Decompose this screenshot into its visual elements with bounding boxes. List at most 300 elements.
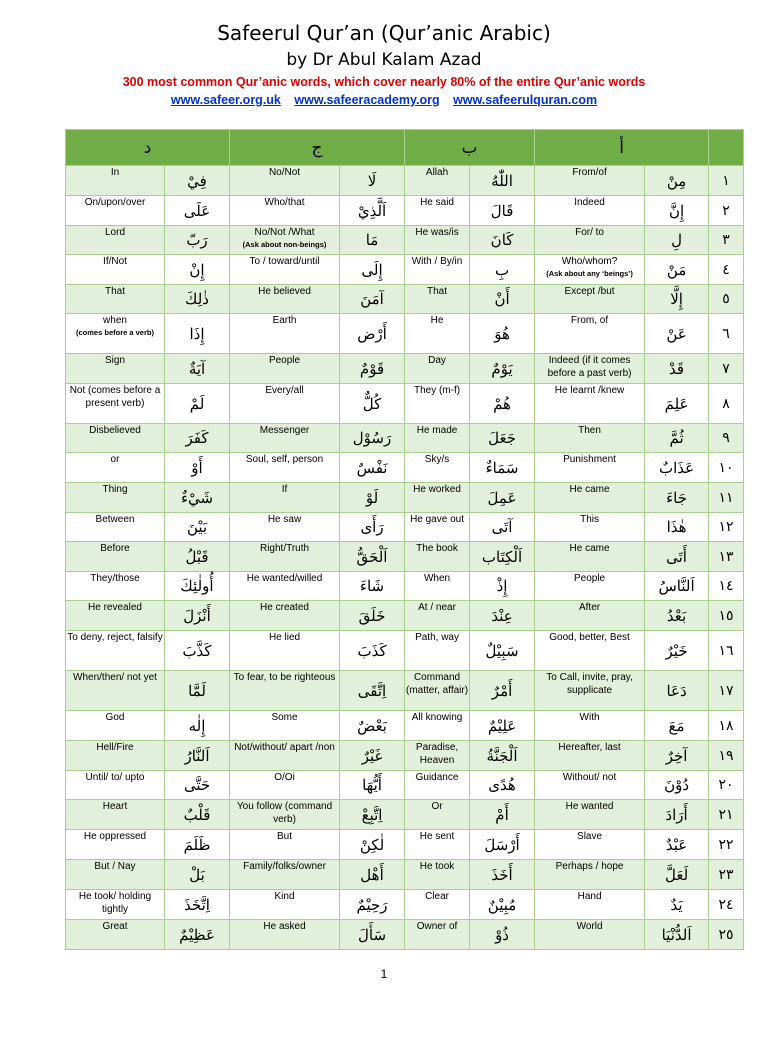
english-meaning-d: [66, 631, 165, 671]
english-text: He was/is: [415, 227, 459, 238]
english-note: (Ask about non-beings): [242, 239, 327, 249]
arabic-word-a: أَرَادَ: [645, 800, 709, 830]
english-meaning-b: [405, 920, 470, 950]
document-header: [0, 20, 768, 109]
arabic-word-d: كَذَّبَ: [165, 631, 230, 671]
english-text: For/ to: [575, 227, 604, 238]
arabic-word-b: أَخَذَ: [470, 860, 535, 890]
arabic-word-c: رَحِيْمٌ: [340, 890, 405, 920]
english-meaning-b: [405, 424, 470, 453]
english-text: Great: [102, 921, 128, 932]
english-text: But: [277, 831, 293, 842]
english-meaning-c: [230, 226, 340, 255]
arabic-word-b: هُدًى: [470, 771, 535, 800]
arabic-word-d: اِتَّخَذَ: [165, 890, 230, 920]
arabic-word-d: أَنْزَلَ: [165, 601, 230, 631]
english-meaning-b: [405, 285, 470, 314]
arabic-word-c: آمَنَ: [340, 285, 405, 314]
table-row: [66, 255, 744, 285]
arabic-word-b: جَعَلَ: [470, 424, 535, 453]
english-text: If: [281, 484, 288, 495]
english-text: He wanted: [565, 801, 614, 812]
english-meaning-d: [66, 196, 165, 226]
arabic-word-c: نَفْسٌ: [340, 453, 405, 483]
english-meaning-c: [230, 424, 340, 453]
row-number: ١٥: [709, 601, 744, 631]
english-meaning-b: [405, 314, 470, 354]
arabic-word-c: اِتَّبِعْ: [340, 800, 405, 830]
english-meaning-a: [535, 920, 645, 950]
arabic-word-b: عَمِلَ: [470, 483, 535, 513]
english-text: O/Oi: [274, 772, 295, 783]
english-text: Family/folks/owner: [243, 861, 326, 872]
english-text: He wanted/willed: [246, 573, 323, 584]
arabic-word-d: إِذَا: [165, 314, 230, 354]
english-text: He took: [419, 861, 455, 872]
english-meaning-b: [405, 384, 470, 424]
english-meaning-b: [405, 830, 470, 860]
arabic-word-c: لَوْ: [340, 483, 405, 513]
english-meaning-a: [535, 771, 645, 800]
table-row: [66, 196, 744, 226]
arabic-word-c: بَعْضٌ: [340, 711, 405, 741]
english-text: Not/without/ apart /non: [234, 742, 335, 753]
english-meaning-b: [405, 354, 470, 384]
english-text: When: [423, 573, 451, 584]
english-meaning-b: [405, 255, 470, 285]
row-number: ٦: [709, 314, 744, 354]
arabic-word-b: اَلْكِتَاب: [470, 542, 535, 572]
arabic-word-c: أَرْض: [340, 314, 405, 354]
english-meaning-d: [66, 830, 165, 860]
arabic-word-a: عَنْ: [645, 314, 709, 354]
english-text: He took/ holding tightly: [78, 891, 152, 915]
row-number: ١٤: [709, 572, 744, 601]
arabic-word-b: كَانَ: [470, 226, 535, 255]
header-col-number: [709, 130, 744, 166]
arabic-word-b: سَبِيْلٌ: [470, 631, 535, 671]
english-text: Every/all: [265, 385, 304, 396]
row-number: ١٣: [709, 542, 744, 572]
arabic-word-d: عَلَى: [165, 196, 230, 226]
english-meaning-a: [535, 285, 645, 314]
link-safeeracademy[interactable]: www.safeeracademy.org: [294, 93, 440, 107]
arabic-word-c: كَذَبَ: [340, 631, 405, 671]
english-meaning-c: [230, 860, 340, 890]
english-meaning-a: [535, 513, 645, 542]
arabic-word-d: إِلٰه: [165, 711, 230, 741]
arabic-word-b: يَوْمٌ: [470, 354, 535, 384]
english-text: They/those: [90, 573, 140, 584]
arabic-word-d: آيَةٌ: [165, 354, 230, 384]
arabic-word-a: جَاءَ: [645, 483, 709, 513]
english-text: They (m-f): [413, 385, 461, 396]
row-number: ١٧: [709, 671, 744, 711]
english-text: Allah: [425, 167, 449, 178]
english-meaning-b: [405, 601, 470, 631]
english-meaning-a: [535, 860, 645, 890]
arabic-word-d: عَظِيْمٌ: [165, 920, 230, 950]
arabic-word-c: اِتَّقَى: [340, 671, 405, 711]
table-row: [66, 890, 744, 920]
english-text: You follow (command verb): [236, 801, 333, 825]
english-text: Disbelieved: [89, 425, 141, 436]
row-number: ٥: [709, 285, 744, 314]
table-row: [66, 354, 744, 384]
row-number: ٣: [709, 226, 744, 255]
arabic-word-b: هُمْ: [470, 384, 535, 424]
english-meaning-a: [535, 631, 645, 671]
english-meaning-d: [66, 800, 165, 830]
arabic-word-a: يَدٌ: [645, 890, 709, 920]
arabic-word-d: قَبْلُ: [165, 542, 230, 572]
english-meaning-b: [405, 572, 470, 601]
english-meaning-d: [66, 890, 165, 920]
english-meaning-d: [66, 711, 165, 741]
arabic-word-a: إِلَّا: [645, 285, 709, 314]
english-text: This: [580, 514, 599, 525]
english-meaning-d: [66, 255, 165, 285]
table-row: [66, 384, 744, 424]
english-meaning-c: [230, 384, 340, 424]
english-text: Paradise, Heaven: [415, 742, 459, 766]
english-text: Who/whom?: [561, 256, 618, 267]
table-row: [66, 800, 744, 830]
arabic-word-a: ثُمَّ: [645, 424, 709, 453]
english-text: No/Not: [268, 167, 301, 178]
english-meaning-b: [405, 196, 470, 226]
arabic-word-b: قَالَ: [470, 196, 535, 226]
english-meaning-c: [230, 830, 340, 860]
row-number: ٢٣: [709, 860, 744, 890]
english-text: Without/ not: [562, 772, 617, 783]
english-text: Guidance: [415, 772, 459, 783]
arabic-word-b: سَمَاءٌ: [470, 453, 535, 483]
header-col-dal: د: [66, 130, 230, 166]
english-text: He worked: [413, 484, 461, 495]
english-meaning-c: [230, 166, 340, 196]
english-meaning-c: [230, 631, 340, 671]
row-number: ٢٢: [709, 830, 744, 860]
table-row: [66, 285, 744, 314]
english-text: From, of: [570, 315, 609, 326]
table-row: [66, 314, 744, 354]
english-text: He made: [416, 425, 458, 436]
english-text: Hereafter, last: [558, 742, 621, 753]
table-row: [66, 572, 744, 601]
english-meaning-b: [405, 671, 470, 711]
english-text: Owner of: [416, 921, 458, 932]
english-meaning-c: [230, 771, 340, 800]
arabic-word-c: لَا: [340, 166, 405, 196]
table-row: [66, 513, 744, 542]
table-row: [66, 741, 744, 771]
arabic-word-c: رَأَى: [340, 513, 405, 542]
arabic-word-a: عَبْدٌ: [645, 830, 709, 860]
english-meaning-d: [66, 601, 165, 631]
english-text: Soul, self, person: [245, 454, 324, 465]
english-meaning-d: [66, 166, 165, 196]
vocabulary-table: [65, 129, 744, 950]
english-text: World: [576, 921, 603, 932]
table-row: [66, 453, 744, 483]
english-text: Until/ to/ upto: [85, 772, 145, 783]
english-text: To fear, to be righteous: [233, 672, 336, 683]
arabic-word-b: اللّٰهُ: [470, 166, 535, 196]
english-meaning-d: [66, 513, 165, 542]
english-meaning-d: [66, 542, 165, 572]
table-row: [66, 166, 744, 196]
english-meaning-c: [230, 255, 340, 285]
english-meaning-d: [66, 354, 165, 384]
english-text: If/Not: [103, 256, 127, 267]
arabic-word-d: قَلْبٌ: [165, 800, 230, 830]
english-meaning-a: [535, 314, 645, 354]
english-text: With / By/in: [411, 256, 463, 267]
document-author: by Dr Abul Kalam Azad: [286, 50, 482, 70]
english-meaning-c: [230, 671, 340, 711]
english-text: Clear: [425, 891, 449, 902]
english-text: Right/Truth: [259, 543, 310, 554]
arabic-word-d: إِنْ: [165, 255, 230, 285]
english-text: In: [110, 167, 120, 178]
arabic-word-b: اَلْجَنَّةُ: [470, 741, 535, 771]
english-meaning-a: [535, 601, 645, 631]
arabic-word-a: دَعَا: [645, 671, 709, 711]
english-meaning-c: [230, 800, 340, 830]
english-text: The book: [416, 543, 458, 554]
english-text: He sent: [419, 831, 455, 842]
row-number: ٤: [709, 255, 744, 285]
arabic-word-b: أَمْرٌ: [470, 671, 535, 711]
english-meaning-d: [66, 741, 165, 771]
english-text: Lord: [104, 227, 125, 238]
english-text: Indeed (if it comes before a past verb): [547, 355, 632, 379]
arabic-word-d: ذٰلِكَ: [165, 285, 230, 314]
english-text: That: [104, 286, 125, 297]
arabic-word-c: لٰكِنْ: [340, 830, 405, 860]
english-meaning-d: [66, 860, 165, 890]
table-row: [66, 424, 744, 453]
arabic-word-a: لَعَلَّ: [645, 860, 709, 890]
english-text: Who/that: [264, 197, 305, 208]
arabic-word-a: أَتَى: [645, 542, 709, 572]
english-text: From/of: [572, 167, 607, 178]
arabic-word-d: فِيْ: [165, 166, 230, 196]
arabic-word-b: ذُوْ: [470, 920, 535, 950]
english-text: He oppressed: [83, 831, 147, 842]
arabic-word-b: عِنْدَ: [470, 601, 535, 631]
row-number: ٢٤: [709, 890, 744, 920]
arabic-word-a: خَيْرٌ: [645, 631, 709, 671]
english-meaning-a: [535, 354, 645, 384]
english-text: Good, better, Best: [549, 632, 630, 643]
table-row: [66, 671, 744, 711]
arabic-word-b: أَرْسَلَ: [470, 830, 535, 860]
header-col-alif: أ: [535, 130, 709, 166]
header-col-ba: ب: [405, 130, 535, 166]
english-meaning-a: [535, 424, 645, 453]
english-text: People: [573, 573, 606, 584]
english-text: Sign: [104, 355, 125, 366]
english-meaning-b: [405, 890, 470, 920]
english-meaning-c: [230, 354, 340, 384]
english-text: People: [268, 355, 301, 366]
row-number: ٧: [709, 354, 744, 384]
english-text: Indeed: [574, 197, 605, 208]
english-text: But / Nay: [94, 861, 136, 872]
english-meaning-a: [535, 226, 645, 255]
english-meaning-c: [230, 741, 340, 771]
arabic-word-d: اَلنَّارُ: [165, 741, 230, 771]
english-meaning-a: [535, 671, 645, 711]
arabic-word-c: قَوْمٌ: [340, 354, 405, 384]
english-meaning-d: [66, 771, 165, 800]
english-text: Between: [95, 514, 135, 525]
english-meaning-d: [66, 453, 165, 483]
english-meaning-b: [405, 542, 470, 572]
arabic-word-c: مَا: [340, 226, 405, 255]
english-meaning-a: [535, 166, 645, 196]
english-text: With: [579, 712, 600, 723]
row-number: ١٩: [709, 741, 744, 771]
english-meaning-a: [535, 711, 645, 741]
arabic-word-a: بَعْدُ: [645, 601, 709, 631]
table-row: [66, 483, 744, 513]
link-safeer[interactable]: www.safeer.org.uk: [170, 93, 281, 107]
english-meaning-b: [405, 771, 470, 800]
row-number: ٢٥: [709, 920, 744, 950]
english-text: Sky/s: [424, 454, 450, 465]
english-text: He came: [569, 484, 610, 495]
table-row: [66, 601, 744, 631]
english-text: Earth: [272, 315, 297, 326]
english-text: Kind: [274, 891, 295, 902]
arabic-word-d: أُولٰئِكَ: [165, 572, 230, 601]
table-header-row: [66, 130, 744, 166]
english-text: Slave: [577, 831, 603, 842]
english-text: To / toward/until: [249, 256, 320, 267]
arabic-word-d: بَلْ: [165, 860, 230, 890]
row-number: ١: [709, 166, 744, 196]
arabic-word-a: عَذَابٌ: [645, 453, 709, 483]
english-meaning-b: [405, 453, 470, 483]
arabic-word-a: إِنَّ: [645, 196, 709, 226]
english-text: Not (comes before a present verb): [69, 385, 161, 409]
english-meaning-c: [230, 572, 340, 601]
arabic-word-c: سَأَلَ: [340, 920, 405, 950]
row-number: ١٦: [709, 631, 744, 671]
english-text: When/then/ not yet: [73, 672, 157, 683]
arabic-word-c: كُلٌّ: [340, 384, 405, 424]
english-text: Day: [428, 355, 446, 366]
english-text: Hell/Fire: [96, 742, 134, 753]
arabic-word-d: أَوْ: [165, 453, 230, 483]
arabic-word-c: اَلَّذِيْ: [340, 196, 405, 226]
arabic-word-a: لِ: [645, 226, 709, 255]
row-number: ١٨: [709, 711, 744, 741]
english-text: He revealed: [88, 602, 142, 613]
table-row: [66, 631, 744, 671]
english-meaning-b: [405, 860, 470, 890]
row-number: ٨: [709, 384, 744, 424]
arabic-word-c: إِلَى: [340, 255, 405, 285]
table-row: [66, 711, 744, 741]
row-number: ١٢: [709, 513, 744, 542]
row-number: ٩: [709, 424, 744, 453]
english-meaning-c: [230, 601, 340, 631]
link-safeerulquran[interactable]: www.safeerulquran.com: [453, 93, 598, 107]
arabic-word-b: بِ: [470, 255, 535, 285]
arabic-word-b: إِذْ: [470, 572, 535, 601]
arabic-word-c: أَهْل: [340, 860, 405, 890]
coverage-note: 300 most common Qur’anic words, which cover nearly 80% of the entire Qur’anic words: [122, 75, 646, 89]
english-meaning-b: [405, 741, 470, 771]
table-row: [66, 860, 744, 890]
table-row: [66, 920, 744, 950]
english-text: Command (matter, affair): [406, 672, 469, 696]
english-meaning-a: [535, 384, 645, 424]
arabic-word-a: هٰذَا: [645, 513, 709, 542]
english-meaning-c: [230, 542, 340, 572]
english-text: After: [578, 602, 601, 613]
english-meaning-a: [535, 741, 645, 771]
arabic-word-a: عَلِمَ: [645, 384, 709, 424]
arabic-word-a: مِنْ: [645, 166, 709, 196]
row-number: ٢١: [709, 800, 744, 830]
arabic-word-b: أَمْ: [470, 800, 535, 830]
arabic-word-a: مَنْ: [645, 255, 709, 285]
table-row: [66, 771, 744, 800]
arabic-word-d: كَفَرَ: [165, 424, 230, 453]
arabic-word-c: غَيْرٌ: [340, 741, 405, 771]
arabic-word-b: آتَى: [470, 513, 535, 542]
english-meaning-b: [405, 483, 470, 513]
english-text: Path, way: [415, 632, 459, 643]
english-text: He learnt /knew: [554, 385, 625, 396]
english-meaning-c: [230, 483, 340, 513]
arabic-word-c: خَلَقَ: [340, 601, 405, 631]
english-text: or: [110, 454, 120, 465]
english-meaning-a: [535, 890, 645, 920]
english-meaning-b: [405, 226, 470, 255]
english-meaning-d: [66, 671, 165, 711]
english-meaning-b: [405, 800, 470, 830]
english-text: Punishment: [563, 454, 616, 465]
row-number: ١١: [709, 483, 744, 513]
english-text: He saw: [267, 514, 302, 525]
english-meaning-c: [230, 711, 340, 741]
english-text: That: [427, 286, 448, 297]
english-meaning-d: [66, 424, 165, 453]
english-meaning-a: [535, 255, 645, 285]
table-row: [66, 542, 744, 572]
arabic-word-c: رَسُوْل: [340, 424, 405, 453]
english-text: Thing: [102, 484, 128, 495]
arabic-word-b: أَنْ: [470, 285, 535, 314]
header-col-jeem: ج: [230, 130, 405, 166]
english-meaning-b: [405, 711, 470, 741]
arabic-word-a: دُوْنَ: [645, 771, 709, 800]
english-meaning-c: [230, 513, 340, 542]
english-text: Messenger: [259, 425, 310, 436]
english-text: He said: [420, 197, 454, 208]
english-meaning-a: [535, 800, 645, 830]
english-meaning-a: [535, 572, 645, 601]
english-text: He: [430, 315, 444, 326]
english-meaning-d: [66, 384, 165, 424]
arabic-word-c: شَاءَ: [340, 572, 405, 601]
